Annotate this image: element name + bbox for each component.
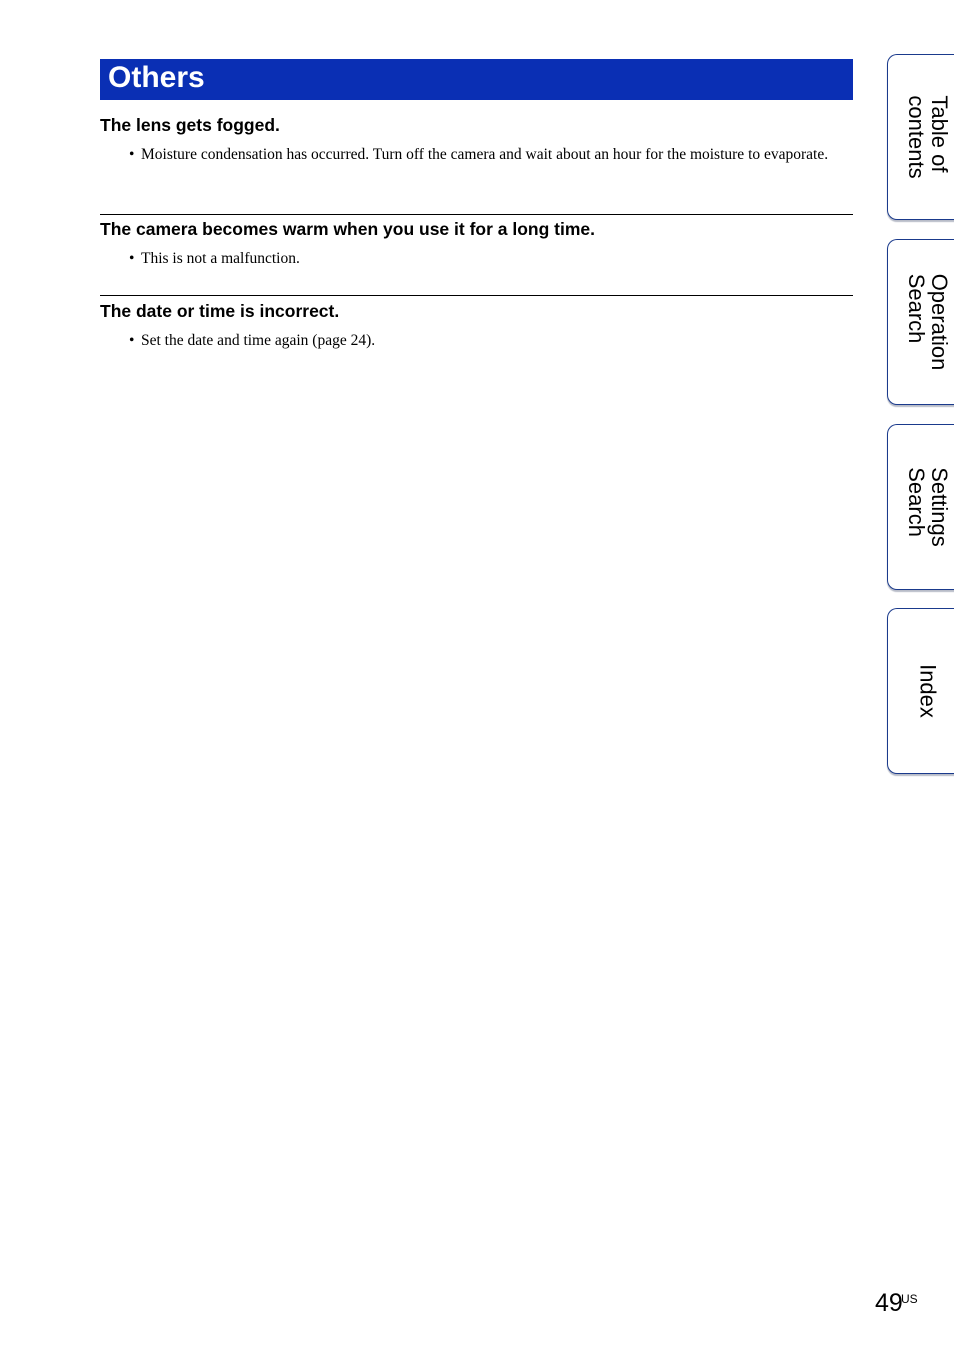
faq-item xyxy=(100,214,853,271)
bullet-marker: • xyxy=(129,146,135,163)
faq-answer-text: Set the date and time again (page 24). xyxy=(141,332,376,349)
faq-item xyxy=(100,114,853,167)
faq-answer-text: This is not a malfunction. xyxy=(141,250,300,267)
faq-item xyxy=(100,295,853,353)
tab-table-of-contents[interactable] xyxy=(887,54,954,220)
tab-label: Index xyxy=(915,664,941,718)
tab-operation-search[interactable] xyxy=(887,239,954,405)
section-title-banner xyxy=(100,59,853,100)
tab-settings-search[interactable] xyxy=(887,424,954,590)
faq-question: The camera becomes warm when you use it for a long time. xyxy=(100,219,595,239)
faq-answer-text: Moisture condensation has occurred. Turn off the camera and wait about an hour for the moisture to evaporate. xyxy=(141,146,829,163)
page-title: Others xyxy=(108,61,205,94)
page-region-suffix: US xyxy=(901,1292,918,1306)
tab-label: Operation Search xyxy=(904,273,952,371)
faq-answer xyxy=(100,144,853,167)
faq-answer xyxy=(100,248,853,271)
bullet-marker: • xyxy=(129,250,135,267)
page-number: 49 xyxy=(875,1289,903,1317)
tab-label: Settings Search xyxy=(904,467,952,547)
bullet-marker: • xyxy=(129,332,135,349)
faq-question: The lens gets fogged. xyxy=(100,115,280,135)
faq-question: The date or time is incorrect. xyxy=(100,301,340,321)
tab-label: Table of contents xyxy=(904,95,952,179)
tab-index[interactable] xyxy=(887,608,954,774)
faq-answer xyxy=(100,330,853,353)
